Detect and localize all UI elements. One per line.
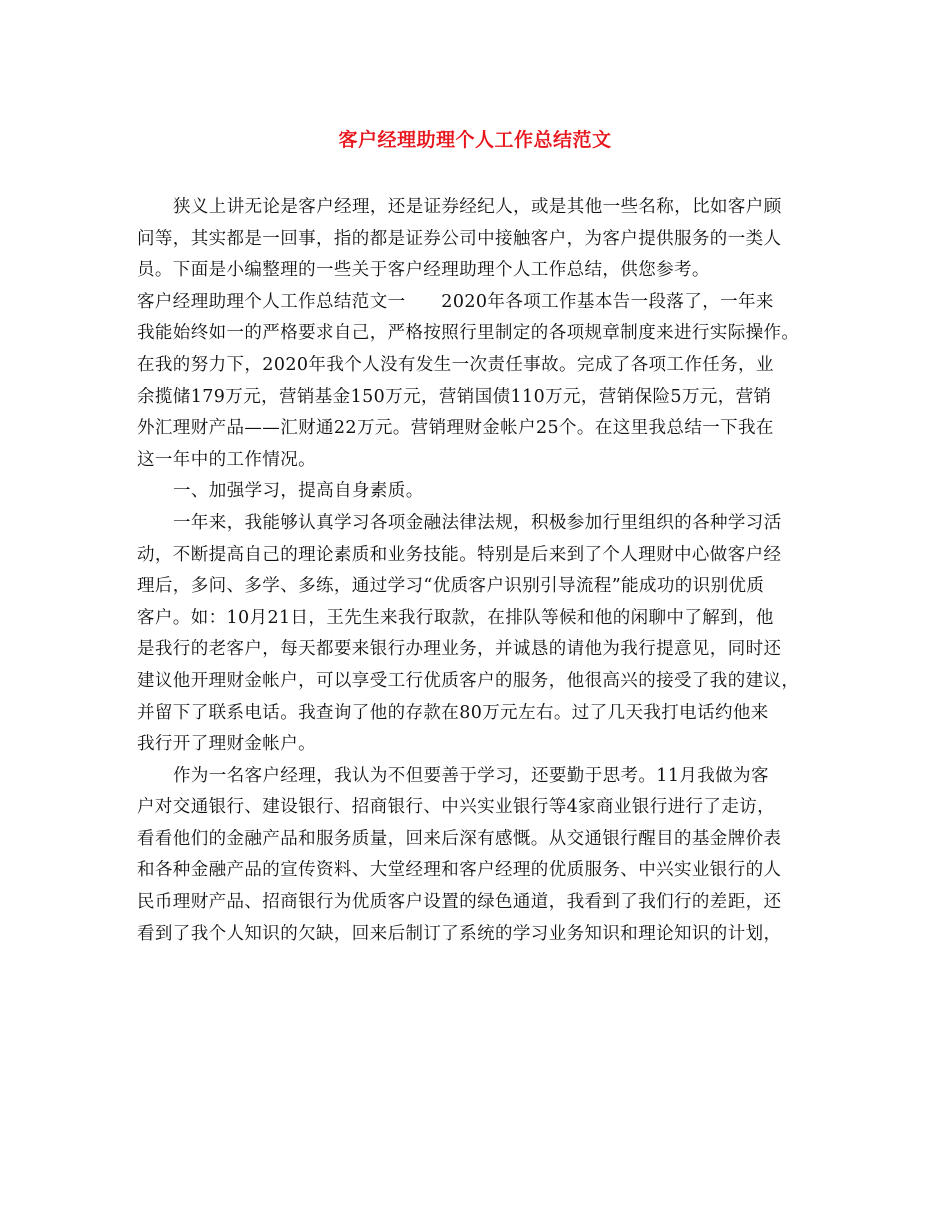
text-line: 建议他开理财金帐户，可以享受工行优质客户的服务，他很高兴的接受了我的建议， <box>137 670 800 691</box>
document-title: 客户经理助理个人工作总结范文 <box>338 129 612 151</box>
text-line: 并留下了联系电话。我查询了他的存款在80万元左右。过了几天我打电话约他来 <box>137 702 769 723</box>
text-line: 外汇理财产品——汇财通22万元。营销理财金帐户25个。在这里我总结一下我在 <box>137 418 774 439</box>
text-line: 员。下面是小编整理的一些关于客户经理助理个人工作总结，供您参考。 <box>137 260 710 281</box>
section-heading: 一、加强学习，提高自身素质。 <box>173 481 424 502</box>
text-line: 看到了我个人知识的欠缺，回来后制订了系统的学习业务知识和理论知识的计划， <box>137 923 782 944</box>
text-line: 理后，多问、多学、多练，通过学习“优质客户识别引导流程”能成功的识别优质 <box>137 576 765 597</box>
text-line: 作为一名客户经理，我认为不但要善于学习，还要勤于思考。11月我做为客 <box>173 765 769 786</box>
text-line: 民币理财产品、招商银行为优质客户设置的绿色通道，我看到了我们行的差距，还 <box>137 892 782 913</box>
text-line: 我行开了理财金帐户。 <box>137 734 316 755</box>
text-line: 狭义上讲无论是客户经理，还是证券经纪人，或是其他一些名称，比如客户顾 <box>173 197 782 217</box>
text-line: 客户经理助理个人工作总结范文一 2020年各项工作基本告一段落了，一年来 <box>137 291 774 312</box>
text-line: 在我的努力下，2020年我个人没有发生一次责任事故。完成了各项工作任务，业 <box>137 354 774 375</box>
document-body <box>137 192 827 950</box>
text-line: 户对交通银行、建设银行、招商银行、中兴实业银行等4家商业银行进行了走访， <box>137 797 776 818</box>
text-line: 问等，其实都是一回事，指的都是证券公司中接触客户，为客户提供服务的一类人 <box>137 228 782 249</box>
text-line: 客户。如：10月21日，王先生来我行取款，在排队等候和他的闲聊中了解到，他 <box>137 607 774 628</box>
text-line: 我能始终如一的严格要求自己，严格按照行里制定的各项规章制度来进行实际操作。 <box>137 323 800 344</box>
text-line: 一年来，我能够认真学习各项金融法律法规，积极参加行里组织的各种学习活 <box>173 512 782 533</box>
text-line: 和各种金融产品的宣传资料、大堂经理和客户经理的优质服务、中兴实业银行的人 <box>137 860 782 881</box>
text-line: 余揽储179万元，营销基金150万元，营销国债110万元，营销保险5万元，营销 <box>137 386 772 407</box>
text-line: 动，不断提高自己的理论素质和业务技能。特别是后来到了个人理财中心做客户经 <box>137 544 782 565</box>
text-line: 这一年中的工作情况。 <box>137 449 316 470</box>
text-line: 是我行的老客户，每天都要来银行办理业务，并诚恳的请他为我行提意见，同时还 <box>137 639 782 660</box>
text-line: 看看他们的金融产品和服务质量，回来后深有感慨。从交通银行醒目的基金牌价表 <box>137 828 782 849</box>
